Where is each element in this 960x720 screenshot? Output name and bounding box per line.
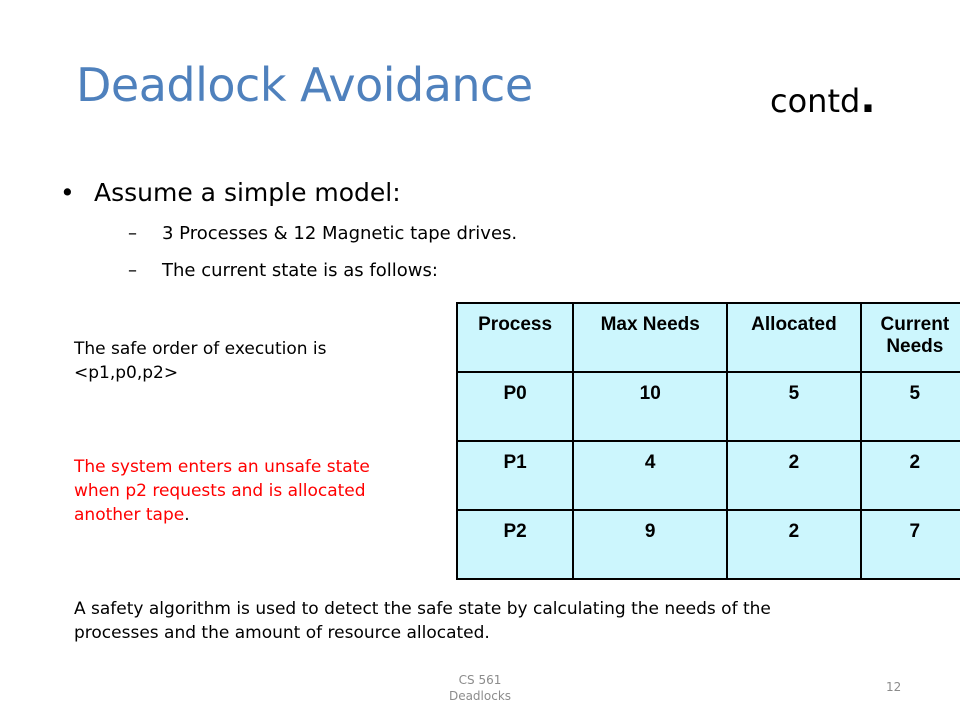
header-max-needs: Max Needs — [573, 303, 727, 372]
safe-order-line: The safe order of execution is — [74, 339, 327, 359]
sub-bullet-text: The current state is as follows: — [162, 260, 438, 281]
safety-line: processes and the amount of resource allocated. — [74, 623, 490, 643]
cell-max-needs: 4 — [573, 441, 727, 510]
sub-bullet-text: 3 Processes & 12 Magnetic tape drives. — [162, 223, 518, 244]
cell-max-needs: 9 — [573, 510, 727, 579]
cell-current-needs: 7 — [861, 510, 960, 579]
unsafe-line-last — [74, 503, 370, 527]
unsafe-line: The system enters an unsafe state — [74, 457, 370, 477]
cell-process: P0 — [457, 372, 573, 441]
dash-icon: – — [128, 260, 137, 281]
cell-process: P1 — [457, 441, 573, 510]
safety-algorithm-note — [74, 597, 894, 645]
cell-process: P2 — [457, 510, 573, 579]
table-row — [457, 372, 960, 441]
slide-title: Deadlock Avoidance — [76, 58, 533, 112]
cell-current-needs: 2 — [861, 441, 960, 510]
header-allocated: Allocated — [727, 303, 860, 372]
dash-icon: – — [128, 223, 137, 244]
header-current-needs — [861, 303, 960, 372]
sub-bullet-2 — [128, 260, 438, 281]
sub-bullet-1 — [128, 223, 517, 244]
safety-line: A safety algorithm is used to detect the safe state by calculating the needs of the — [74, 599, 771, 619]
unsafe-state-note — [74, 455, 370, 527]
cell-allocated: 2 — [727, 441, 860, 510]
unsafe-line-text: another tape — [74, 505, 185, 525]
title-suffix-dot: . — [860, 76, 876, 122]
resource-table — [456, 302, 960, 580]
table-header-row — [457, 303, 960, 372]
unsafe-period: . — [184, 505, 190, 525]
table-row — [457, 441, 960, 510]
footer-course-code: CS 561 — [458, 673, 502, 687]
main-bullet-text: Assume a simple model: — [94, 178, 401, 207]
header-current-line1: Current — [880, 314, 950, 335]
header-process: Process — [457, 303, 573, 372]
cell-allocated: 2 — [727, 510, 860, 579]
unsafe-line: when p2 requests and is allocated — [74, 481, 366, 501]
cell-max-needs: 10 — [573, 372, 727, 441]
main-bullet — [60, 178, 401, 207]
slide-title-suffix — [770, 76, 876, 122]
table-row — [457, 510, 960, 579]
page-number: 12 — [886, 680, 902, 694]
header-current-line2: Needs — [886, 336, 944, 357]
cell-allocated: 5 — [727, 372, 860, 441]
title-suffix-text: contd — [770, 82, 861, 120]
safe-order-sequence: <p1,p0,p2> — [74, 363, 179, 383]
footer-course-topic: Deadlocks — [448, 689, 512, 703]
safe-order-note — [74, 337, 327, 385]
footer-course — [0, 672, 960, 704]
bullet-icon: • — [60, 178, 75, 207]
cell-current-needs: 5 — [861, 372, 960, 441]
